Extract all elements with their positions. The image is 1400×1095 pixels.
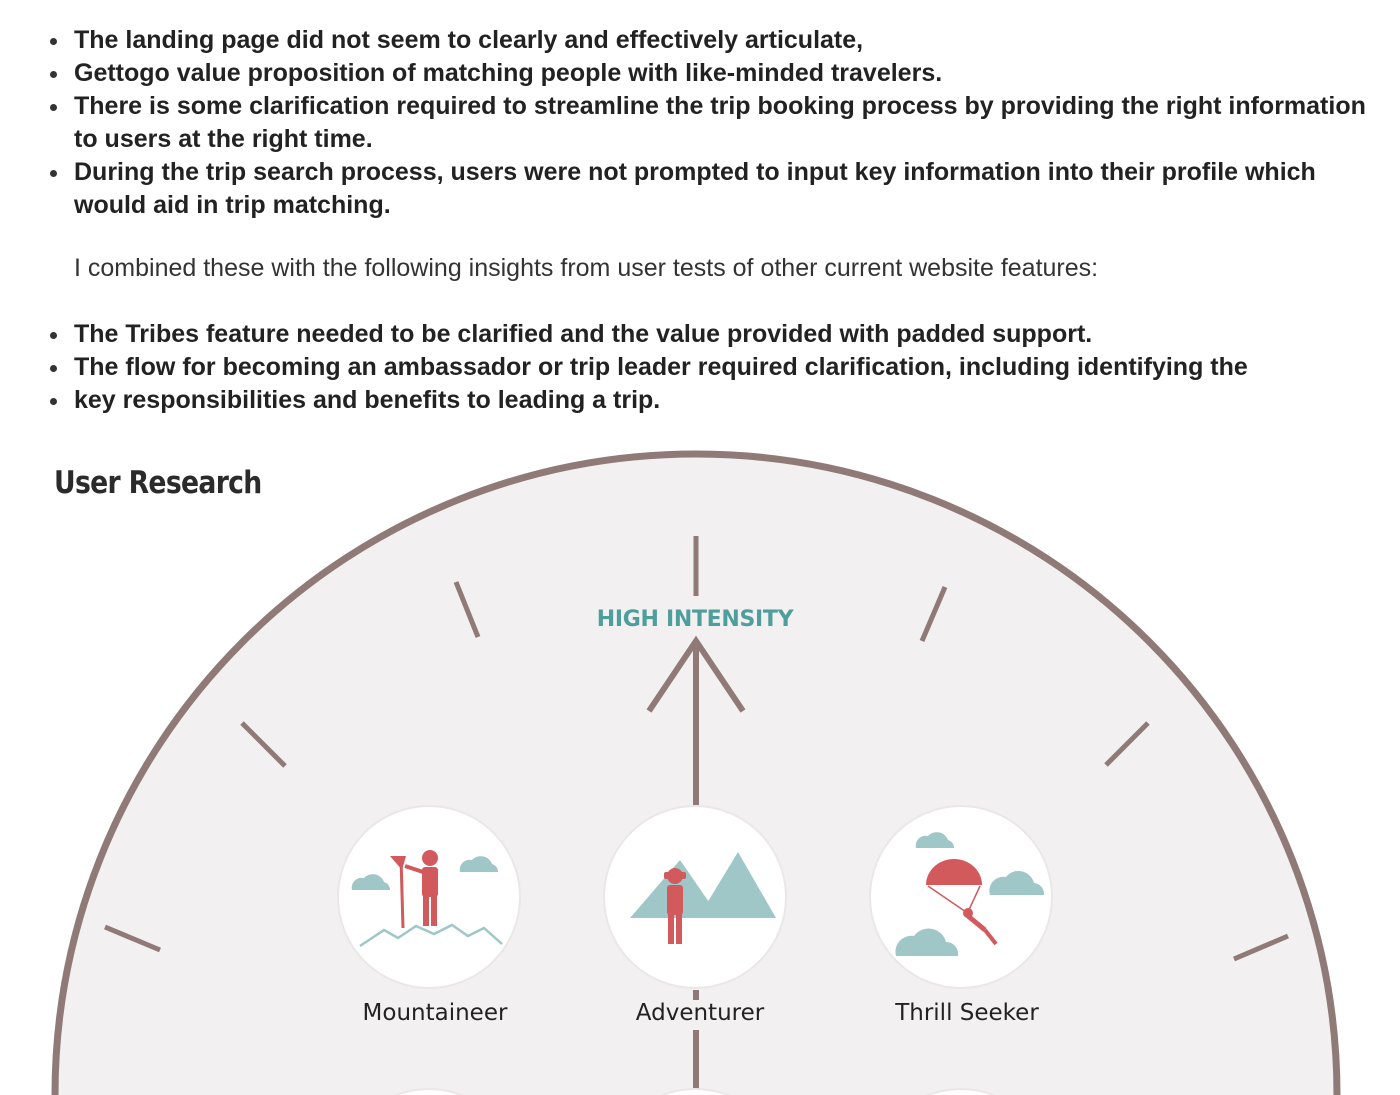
finding-text: Gettogo value proposition of matching people with like-minded travelers.	[74, 59, 943, 87]
finding-text: There is some clarification required to streamline the trip booking process by providing the right information to users at the right time.	[74, 92, 1366, 153]
high-intensity-label: HIGH INTENSITY	[596, 607, 794, 632]
insight-text: key responsibilities and benefits to leading a trip.	[74, 386, 661, 414]
finding-text: The landing page did not seem to clearly and effectively articulate,	[74, 26, 864, 54]
section-title: User Research	[54, 465, 262, 501]
insight-text: The Tribes feature needed to be clarified and the value provided with padded support.	[74, 320, 1093, 348]
persona-label: Mountaineer	[362, 1000, 508, 1026]
persona-label: Adventurer	[635, 1000, 765, 1026]
finding-text: During the trip search process, users were not prompted to input key information into their profile which would aid in trip matching.	[74, 158, 1316, 219]
persona-label: Thrill Seeker	[895, 1000, 1039, 1026]
insight-text: The flow for becoming an ambassador or trip leader required clarification, including identifying the	[74, 353, 1248, 381]
persona-circle	[870, 806, 1052, 988]
intro-paragraph: I combined these with the following insights from user tests of other current website features:	[74, 254, 1099, 282]
